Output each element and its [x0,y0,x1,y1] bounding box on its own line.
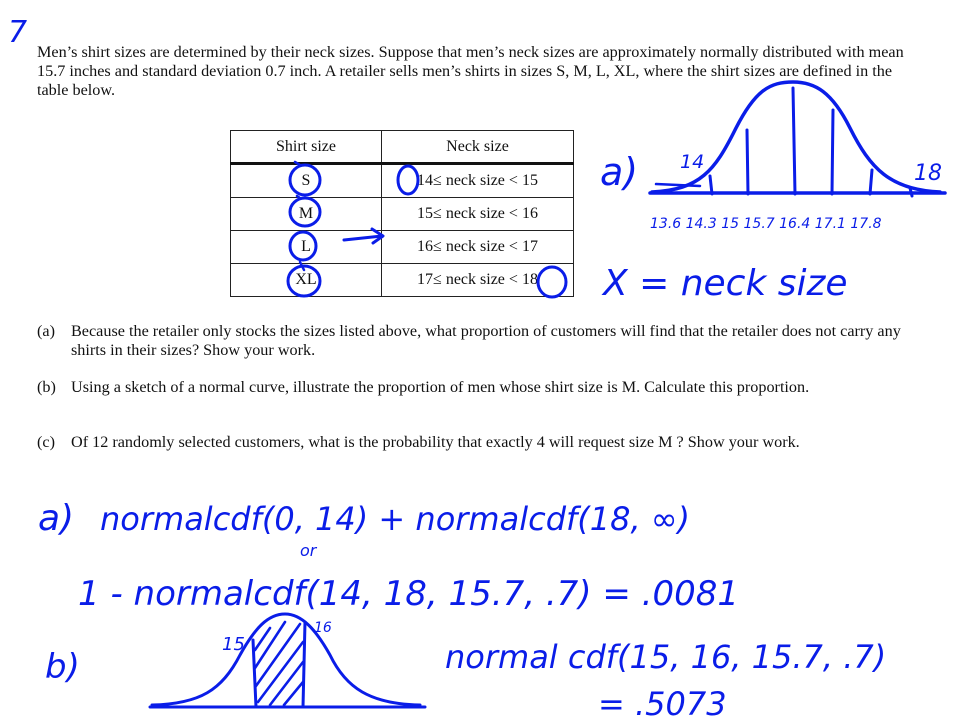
curve-b-left-label: 15 [222,634,245,655]
question-text: Using a sketch of a normal curve, illustrate the proportion of men whose shirt size is M. Calculate this proportion. [71,378,810,396]
upper-bound: 16 [521,205,538,222]
curve-a-right-label: 18 [914,161,942,186]
range-text: ≤ neck size < [433,271,522,288]
question-label: (a) [37,322,55,340]
work-b-label: b) [45,647,80,687]
problem-number: 7 [8,15,28,50]
question-label: (b) [37,378,56,396]
variable-definition: X = neck size [603,263,848,304]
header-shirt-size: Shirt size [231,131,382,164]
neck-range-cell [382,164,574,198]
question-c [37,433,917,452]
lower-bound: 14 [417,172,434,189]
question-b [37,378,917,397]
table-header-row [231,131,574,164]
upper-bound: 17 [521,238,538,255]
curve-a-left-label: 14 [680,151,705,173]
upper-bound: 15 [521,172,538,189]
problem-intro: Men’s shirt sizes are determined by their neck sizes. Suppose that men’s neck sizes are approximately normally distributed with mean 15.7 inches and standard deviation 0.7 inch. A retailer sells men’s shirts in sizes S, M, L, XL, where the shirt sizes are defined in the table below. [37,43,904,99]
range-text: ≤ neck size < [433,205,522,222]
upper-bound: 18 [521,271,538,288]
lower-bound: 16 [417,238,434,255]
curve-b-bounds [253,622,305,707]
size-cell: S [231,164,382,198]
lower-bound: 17 [417,271,434,288]
question-a [37,322,917,360]
size-cell: XL [231,264,382,297]
work-a-line1: normalcdf(0, 14) + normalcdf(18, ∞) [100,500,690,538]
curve-b-right-label: 16 [314,620,332,636]
question-text: Of 12 randomly selected customers, what is the probability that exactly 4 will request size M ? Show your work. [71,433,800,451]
work-a-label: a) [38,498,75,539]
neck-range-cell [382,231,574,264]
work-a-line2: 1 - normalcdf(14, 18, 15.7, .7) = .0081 [78,574,739,614]
question-label: (c) [37,433,55,451]
size-cell: M [231,198,382,231]
size-cell: L [231,231,382,264]
table-row [231,231,574,264]
shirt-size-table [230,130,574,297]
curve-a-tail [656,184,700,186]
table-row [231,164,574,198]
question-text: Because the retailer only stocks the sizes listed above, what proportion of customers will find that the retailer does not carry any shirts in their sizes? Show your work. [71,322,901,359]
curve-a-ticks [710,88,912,196]
neck-range-cell [382,198,574,231]
table-row [231,198,574,231]
work-a-or: or [300,541,317,560]
lower-bound: 15 [417,205,434,222]
curve-a-tick-labels: 13.6 14.3 15 15.7 16.4 17.1 17.8 [650,216,882,232]
range-text: ≤ neck size < [433,172,522,189]
normal-curve-b [152,614,420,705]
shaded-region [255,622,303,705]
work-b-line1: normal cdf(15, 16, 15.7, .7) [445,638,887,676]
part-a-label: a) [600,150,639,194]
header-neck-size: Neck size [382,131,574,164]
work-b-line2: = .5073 [598,685,727,720]
table-row [231,264,574,297]
neck-range-cell [382,264,574,297]
range-text: ≤ neck size < [433,238,522,255]
